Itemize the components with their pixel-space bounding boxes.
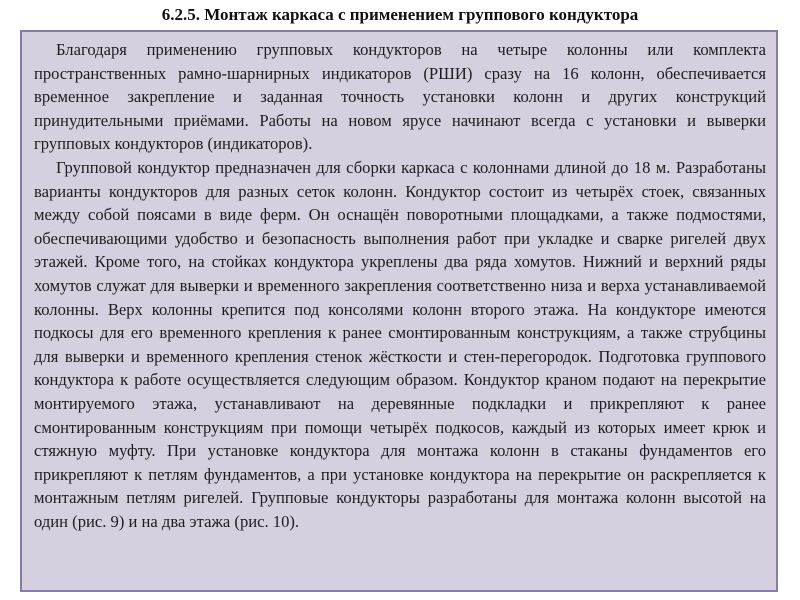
paragraph-2: Групповой кондуктор предназначен для сборки каркаса с колоннами длиной до 18 м. Разработаны варианты кондукторов для разных сеток колонн. Кондуктор состоит из четырёх стоек, связанных между собой поясами в виде ферм. Он оснащён поворотными площадками, а также подмостями, обеспечивающими удобство и безопасность выполнения работ при укладке и сварке ригелей двух этажей. Кроме того, на стойках кондуктора укреплены два ряда хомутов. Нижний и верхний ряды хомутов служат для выверки и временного закрепления соответственно низа и верха устанавливаемой колонны. Верх колонны крепится под консолями колонн второго этажа. На кондукторе имеются подкосы для его временного крепления к ранее смонтированным конструкциям, а также струбцины для выверки и временного крепления стенок жёсткости и стен-перегородок. Подготовка группового кондуктора к работе осуществляется следующим образом. Кондуктор краном подают на перекрытие монтируемого этажа, устанавливают на деревянные подкладки и прикрепляют к ранее смонтированным конструкциям при помощи четырёх подкосов, каждый из которых имеет крюк и стяжную муфту. При установке кондуктора для монтажа колонн в стаканы фундаментов его прикрепляют к петлям фундаментов, а при установке кондуктора на перекрытие он раскрепляется к монтажным петлям ригелей. Групповые кондукторы разработаны для монтажа колонн высотой на один (рис. 9) и на два этажа (рис. 10). (34, 157, 766, 531)
text-panel (20, 30, 778, 592)
paragraph-1: Благодаря применению групповых кондукторов на четыре колонны или комплекта пространственных рамно-шарнирных индикаторов (РШИ) сразу на 16 колонн, обеспечивается временное закрепление и заданная точность установки колонн и других конструкций принудительными приёмами. Работы на новом ярусе начинают всегда с установки и выверки групповых кондукторов (индикаторов). (34, 40, 766, 154)
page-title: 6.2.5. Монтаж каркаса с применением группового кондуктора (161, 5, 639, 24)
